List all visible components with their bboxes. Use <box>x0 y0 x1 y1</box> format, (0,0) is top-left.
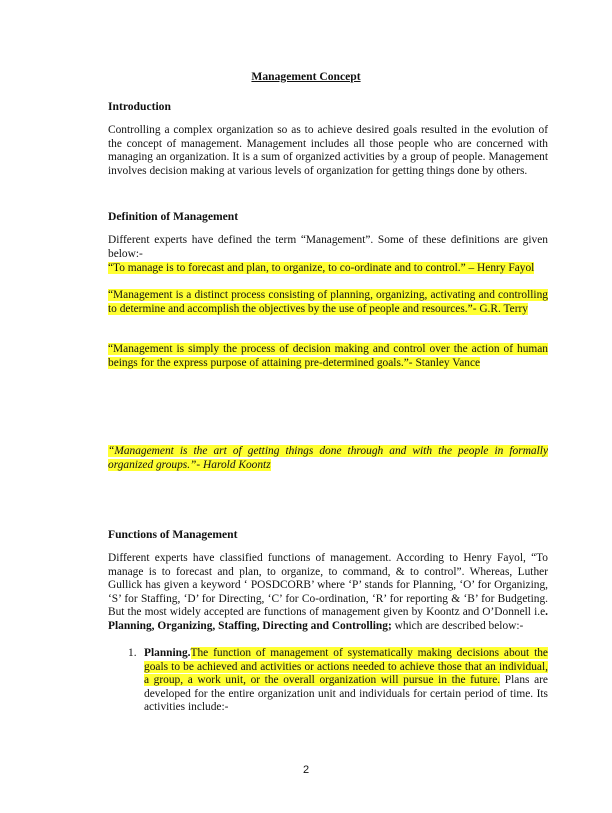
definition-heading: Definition of Management <box>108 210 239 223</box>
definition-paragraph: Different experts have defined the term “Management”. Some of these definitions are given below:- <box>108 234 548 260</box>
intro-paragraph: Controlling a complex organization so as to achieve desired goals resulted in the evolution of the concept of management. Management includes all those people who are concerned with managing an organization. It is a sum of organized activities by a group of people. Management involves decision making at various levels of organization for getting things done by others. <box>108 124 548 177</box>
page-number: 2 <box>302 764 310 776</box>
functions-heading: Functions of Management <box>108 528 238 541</box>
functions-text-end: which are described below:- <box>391 619 524 632</box>
quote-koontz <box>108 445 548 472</box>
quote-text: “Management is the art of getting things done through and with the people in formally organized groups.”- Harold Koontz <box>108 445 548 471</box>
list-item-planning <box>144 647 548 715</box>
functions-text: Different experts have classified functions of management. According to Henry Fayol, “To manage is to forecast and plan, to organize, to command, & to control”. Whereas, Luther Gullick has given a keyword ‘ POSDCORB’ where ‘P’ stands for Planning, ‘O’ for Organizing, ‘S’ for Staffing, ‘D’ for Directing, ‘C’ for Co-ordination, ‘R’ for reporting & ‘B’ for Budgeting. But the most widely accepted are functions of management given by Koontz and O’Donnell i.e <box>108 552 548 619</box>
page-title: Management Concept <box>251 70 361 83</box>
functions-paragraph <box>108 552 548 634</box>
functions-list-bold: . Planning, Organizing, Staffing, Directing and Controlling; <box>108 606 548 632</box>
quote-text: “To manage is to forecast and plan, to organize, to co-ordinate and to control.” – Henry Fayol <box>108 262 535 274</box>
item-term: Planning. <box>144 647 191 659</box>
quote-text: “Management is a distinct process consisting of planning, organizing, activating and controlling to determine and accomplish the objectives by the use of people and resources.”- G.R. Terry <box>108 289 548 315</box>
quote-vance <box>108 343 548 370</box>
quote-text: “Management is simply the process of decision making and control over the action of human beings for the express purpose of attaining pre-determined goals.”- Stanley Vance <box>108 343 548 369</box>
list-number: 1. <box>128 647 137 659</box>
item-text: Plans are developed for the entire organization unit and individuals for certain period of time. Its activities include:- <box>144 674 548 714</box>
intro-heading: Introduction <box>108 100 171 113</box>
item-highlight: The function of management of systematically making decisions about the goals to be achieved and activities or actions needed to achieve those that an individual, a group, a work unit, or the overall organization will pursue in the future. <box>144 647 548 687</box>
quote-terry <box>108 289 548 316</box>
quote-fayol <box>108 262 548 276</box>
